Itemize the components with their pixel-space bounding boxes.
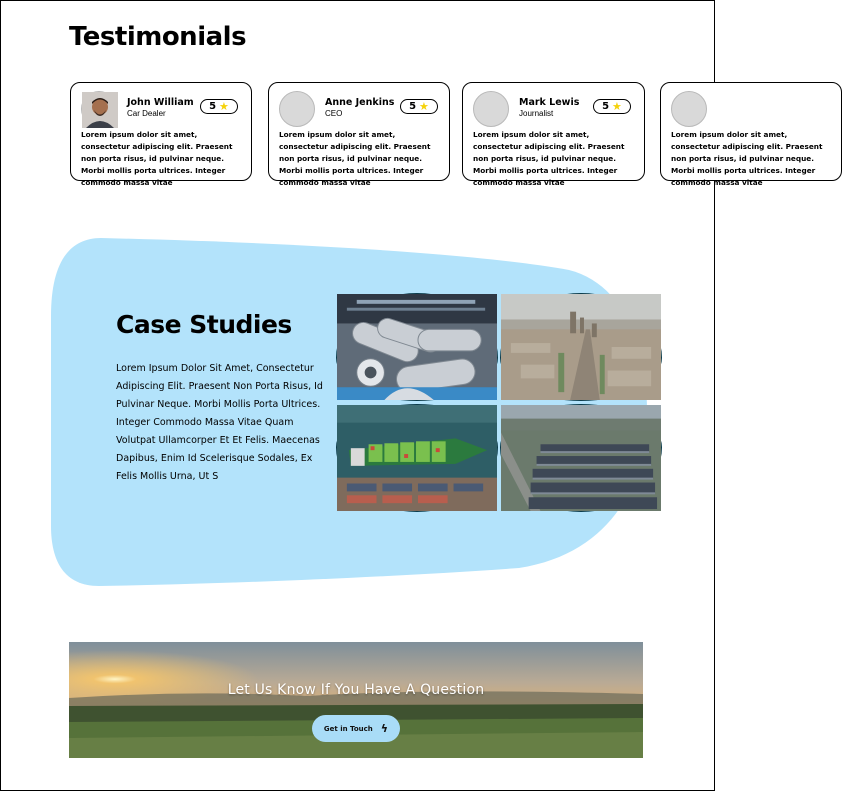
reviewer-name: Mark Lewis [519,97,580,108]
cargo-ship-aerial-photo[interactable] [336,404,498,512]
testimonial-quote: Lorem ipsum dolor sit amet, consectetur adipiscing elit. Praesent non porta risus, id pulvinar neque. Morbi mollis porta ultrices. Integer commodo massa vitae [81,130,233,187]
get-in-touch-button[interactable] [312,715,400,742]
reviewer-name: Anne Jenkins [325,97,395,108]
testimonial-quote: Lorem ipsum dolor sit amet, consectetur adipiscing elit. Praesent non porta risus, id pulvinar neque. Morbi mollis porta ultrices. Integer commodo massa vitae [473,130,625,187]
reviewer-name: John William [127,97,194,108]
rating-badge [200,99,238,114]
testimonial-card[interactable] [268,82,450,187]
reviewer-role: Car Dealer [127,109,166,118]
rating-value: 5 [409,101,417,112]
testimonial-card[interactable] [70,82,252,187]
rating-value: 5 [209,101,217,112]
case-studies-description: Lorem Ipsum Dolor Sit Amet, Consectetur Adipiscing Elit. Praesent Non Porta Risus, Id Pulvinar Neque. Morbi Mollis Porta Ultrices. Integer Commodo Massa Vitae Quam Volutpat Ullamcorper Et Et Felis. Maecenas Dapibus, Enim Id Scelerisque Sodales, Ex Felis Mollis Urna, Ut S [116,363,323,482]
testimonial-card[interactable] [660,82,842,187]
rating-badge [593,99,631,114]
avatar-placeholder [279,91,315,127]
rating-value: 5 [602,101,610,112]
reviewer-role: Journalist [519,109,554,118]
reviewer-role: CEO [325,109,343,118]
rating-badge [400,99,438,114]
lightning-bolt-icon: ϟ [380,722,389,735]
solar-farm-aerial-photo[interactable] [500,404,662,512]
star-icon: ★ [219,100,229,113]
banner-title: Let Us Know If You Have A Question [227,682,485,698]
city-aerial-photo[interactable] [500,293,662,401]
testimonial-quote: Lorem ipsum dolor sit amet, consectetur adipiscing elit. Praesent non porta risus, id pulvinar neque. Morbi mollis porta ultrices. Integer commodo massa vitae [279,130,431,187]
testimonial-carousel[interactable] [0,82,823,187]
case-studies-title: Case Studies [116,310,292,339]
avatar-placeholder [473,91,509,127]
testimonials-title: Testimonials [69,22,247,52]
avatar-photo [82,92,118,128]
avatar-placeholder [671,91,707,127]
testimonial-quote: Lorem ipsum dolor sit amet, consectetur adipiscing elit. Praesent non porta risus, id pulvinar neque. Morbi mollis porta ultrices. Integer commodo massa vitae [671,130,823,187]
contact-banner [69,642,643,758]
star-icon: ★ [419,100,429,113]
testimonial-card[interactable] [462,82,645,187]
industrial-machinery-photo[interactable] [336,293,498,401]
button-label: Get in Touch [323,724,373,733]
star-icon: ★ [612,100,622,113]
avatar [81,91,117,127]
